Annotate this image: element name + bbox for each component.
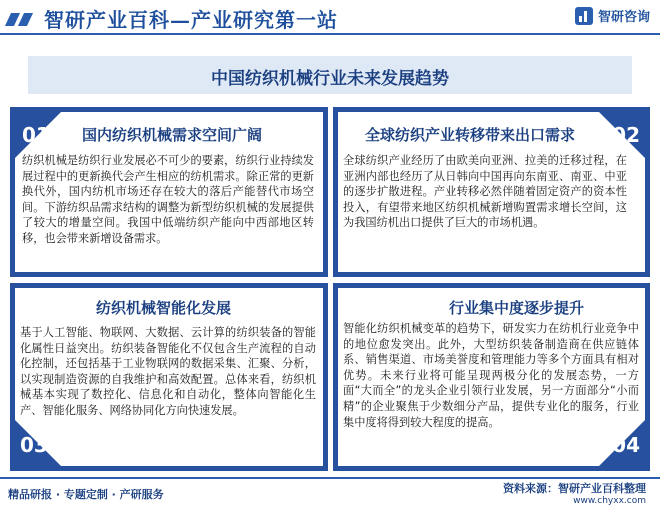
- footer-tagline: 精品研报 · 专题定制 · 产研服务: [8, 488, 164, 501]
- panel-number: 03: [20, 433, 48, 457]
- panel-title: 行业集中度逐步提升: [449, 299, 585, 317]
- panel-number: 04: [612, 433, 640, 457]
- panel-global-transfer: [333, 107, 650, 277]
- panel-body: 全球纺织产业经历了由欧美向亚洲、拉美的迁移过程，在亚洲内部也经历了从日韩向中国再向东南亚、南亚、中亚的逐步扩散进程。产业转移必然伴随着固定资产的资本性投入，有望带来地区纺织机械新增购置需求增长空间，这为我国纺机出口提供了巨大的市场机遇。: [343, 154, 627, 230]
- panel-number: 01: [22, 123, 50, 147]
- panel-number: 02: [612, 123, 640, 147]
- main-title: 中国纺织机械行业未来发展趋势: [211, 69, 449, 89]
- panel-domestic-demand: [10, 107, 328, 277]
- brand-logo: [575, 6, 650, 25]
- panel-body: 基于人工智能、物联网、大数据、云计算的纺织装备的智能化属性日益突出。纺织装备智能化不仅包含生产流程的自动化控制，还包括基于工业物联网的数据采集、汇聚、分析，以实现制造资源的自我维护和高效配置。总体来看，纺织机械基本实现了数控化、信息化和自动化，整体向智能化生产、智能化服务、网络协同化方向快速发展。: [20, 326, 316, 417]
- panel-body: 智能化纺织机械变革的趋势下，研发实力在纺机行业竞争中的地位愈发突出。此外，大型纺织装备制造商在供应链体系、销售渠道、市场美誉度和管理能力等多个方面具有相对优势。未来行业将可能呈现两极分化的发展态势，一方面“大而全”的龙头企业引领行业发展，另一方面部分“小而精”的企业聚焦于少数细分产品，提供专业化的服务，行业集中度将得到较大程度的提高。: [343, 322, 639, 429]
- header-title: 智研产业百科—产业研究第一站: [44, 8, 338, 32]
- main-title-band: [28, 56, 632, 94]
- panel-title: 国内纺织机械需求空间广阔: [82, 126, 263, 144]
- panel-title: 纺织机械智能化发展: [96, 299, 232, 317]
- panel-body: 纺织机械是纺织行业发展必不可少的要素，纺织行业持续发展过程中的更新换代会产生相应的纺机需求。除正常的更新换代外，国内纺机市场还存在较大的落后产能替代市场空间。下游纺织品需求结构的调整为新型纺织机械的发展提供了较大的增量空间。我国中低端纺织产能向中西部地区转移，也会带来新增设备需求。: [22, 154, 314, 245]
- brand-logo-text: 智研咨询: [597, 10, 650, 25]
- footer-divider: [0, 477, 660, 479]
- panel-industry-concentration: [333, 283, 650, 471]
- header-divider: [0, 33, 660, 35]
- panel-intelligent-development: [10, 283, 328, 471]
- footer-source: 资料来源：智研产业百科整理: [503, 482, 646, 495]
- bar-chart-icon: [575, 7, 593, 25]
- footer-source-block: [503, 480, 646, 506]
- page-header: [0, 0, 660, 34]
- footer-url: www.chyxx.com: [573, 496, 646, 506]
- panel-title: 全球纺织产业转移带来出口需求: [365, 126, 576, 144]
- header-stripes-decoration: [8, 11, 34, 30]
